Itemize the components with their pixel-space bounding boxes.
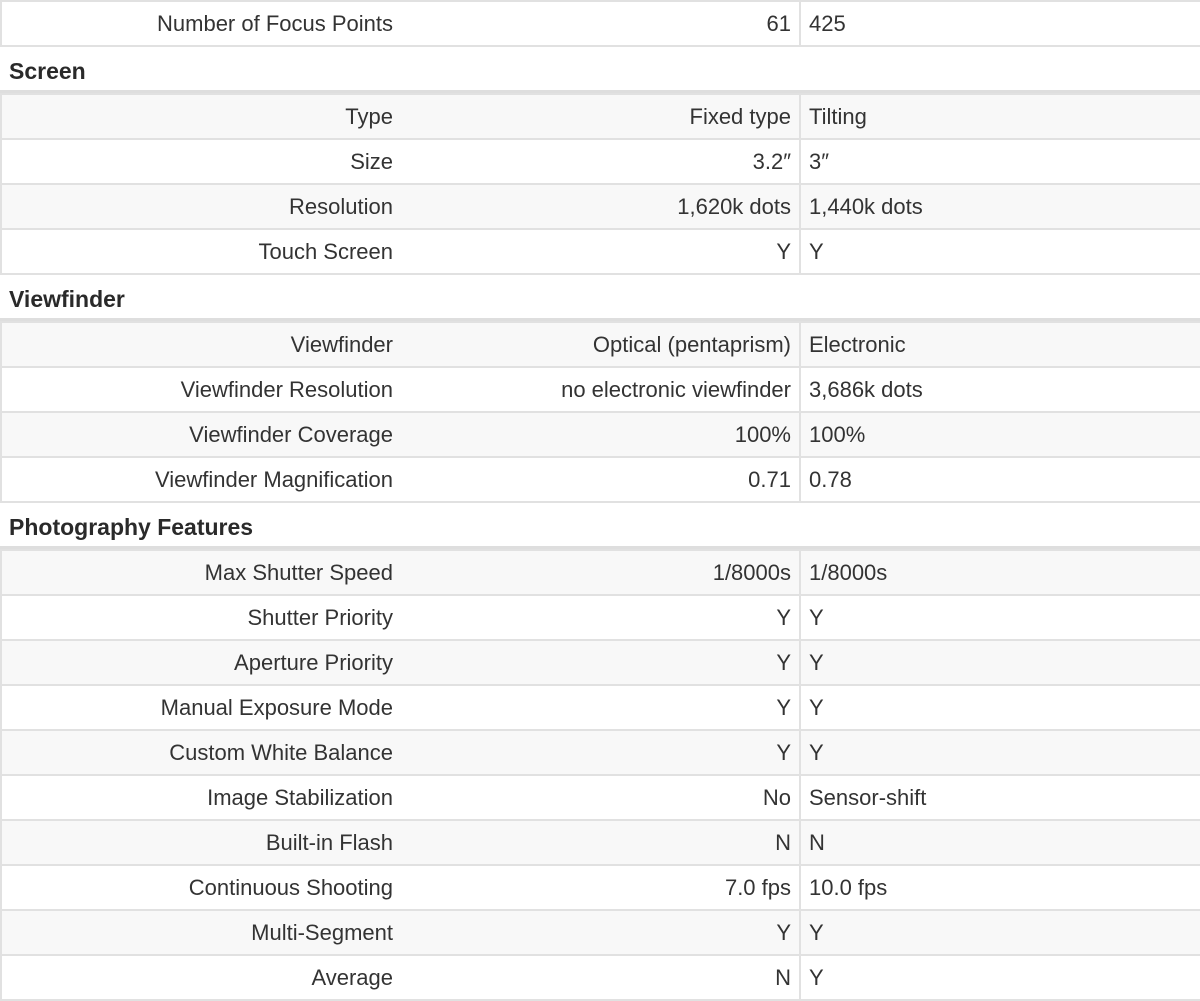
spec-table: [0, 321, 1200, 503]
table-row: [1, 640, 1200, 685]
spec-table: [0, 93, 1200, 275]
spec-label: Average: [1, 955, 401, 1000]
camera-a-value: 7.0 fps: [401, 865, 800, 910]
camera-b-value: Y: [800, 685, 1200, 730]
spec-label: Viewfinder Resolution: [1, 367, 401, 412]
table-row: [1, 367, 1200, 412]
camera-a-value: 1/8000s: [401, 550, 800, 595]
spec-label: Type: [1, 94, 401, 139]
section-title: Photography Features: [0, 503, 1200, 549]
table-row: [1, 139, 1200, 184]
spec-label: Multi-Segment: [1, 910, 401, 955]
camera-b-value: 1,440k dots: [800, 184, 1200, 229]
camera-a-value: Y: [401, 730, 800, 775]
table-row: [1, 730, 1200, 775]
camera-a-value: 0.71: [401, 457, 800, 502]
table-row: [1, 865, 1200, 910]
spec-label: Viewfinder Coverage: [1, 412, 401, 457]
table-row: [1, 94, 1200, 139]
spec-section: [0, 275, 1200, 503]
camera-a-value: No: [401, 775, 800, 820]
spec-label: Viewfinder: [1, 322, 401, 367]
camera-a-value: 100%: [401, 412, 800, 457]
camera-b-value: Y: [800, 640, 1200, 685]
camera-a-value: Y: [401, 595, 800, 640]
camera-a-value: 61: [401, 1, 800, 46]
table-row: [1, 412, 1200, 457]
table-row: [1, 457, 1200, 502]
camera-b-value: Sensor-shift: [800, 775, 1200, 820]
spec-label: Continuous Shooting: [1, 865, 401, 910]
camera-b-value: 10.0 fps: [800, 865, 1200, 910]
camera-a-value: Y: [401, 685, 800, 730]
spec-section: [0, 503, 1200, 1001]
camera-b-value: 425: [800, 1, 1200, 46]
camera-b-value: Electronic: [800, 322, 1200, 367]
spec-sections: [0, 47, 1200, 1001]
camera-a-value: Fixed type: [401, 94, 800, 139]
spec-label: Viewfinder Magnification: [1, 457, 401, 502]
camera-b-value: 3,686k dots: [800, 367, 1200, 412]
camera-a-value: Y: [401, 640, 800, 685]
table-row: [1, 910, 1200, 955]
table-row: [1, 685, 1200, 730]
table-row: [1, 1, 1200, 46]
spec-label: Max Shutter Speed: [1, 550, 401, 595]
table-row: [1, 229, 1200, 274]
camera-a-value: Y: [401, 910, 800, 955]
camera-a-value: 1,620k dots: [401, 184, 800, 229]
camera-b-value: Y: [800, 730, 1200, 775]
spec-label: Resolution: [1, 184, 401, 229]
spec-label: Built-in Flash: [1, 820, 401, 865]
camera-b-value: Tilting: [800, 94, 1200, 139]
section-title: Viewfinder: [0, 275, 1200, 321]
camera-b-value: 3″: [800, 139, 1200, 184]
spec-label: Number of Focus Points: [1, 1, 401, 46]
spec-label: Manual Exposure Mode: [1, 685, 401, 730]
spec-label: Image Stabilization: [1, 775, 401, 820]
spec-label: Size: [1, 139, 401, 184]
camera-a-value: N: [401, 820, 800, 865]
table-row: [1, 322, 1200, 367]
spec-label: Aperture Priority: [1, 640, 401, 685]
camera-b-value: Y: [800, 595, 1200, 640]
table-row: [1, 184, 1200, 229]
camera-a-value: Y: [401, 229, 800, 274]
spec-label: Touch Screen: [1, 229, 401, 274]
spec-label: Custom White Balance: [1, 730, 401, 775]
spec-section: [0, 47, 1200, 275]
camera-a-value: no electronic viewfinder: [401, 367, 800, 412]
camera-b-value: 100%: [800, 412, 1200, 457]
table-row: [1, 820, 1200, 865]
camera-b-value: N: [800, 820, 1200, 865]
table-row: [1, 595, 1200, 640]
camera-a-value: N: [401, 955, 800, 1000]
table-row: [1, 775, 1200, 820]
spec-label: Shutter Priority: [1, 595, 401, 640]
table-row: [1, 955, 1200, 1000]
camera-b-value: Y: [800, 910, 1200, 955]
focus-points-table: [0, 0, 1200, 47]
table-row: [1, 550, 1200, 595]
camera-a-value: Optical (pentaprism): [401, 322, 800, 367]
section-title: Screen: [0, 47, 1200, 93]
camera-b-value: Y: [800, 955, 1200, 1000]
camera-b-value: Y: [800, 229, 1200, 274]
spec-table: [0, 549, 1200, 1001]
camera-a-value: 3.2″: [401, 139, 800, 184]
camera-b-value: 0.78: [800, 457, 1200, 502]
camera-b-value: 1/8000s: [800, 550, 1200, 595]
